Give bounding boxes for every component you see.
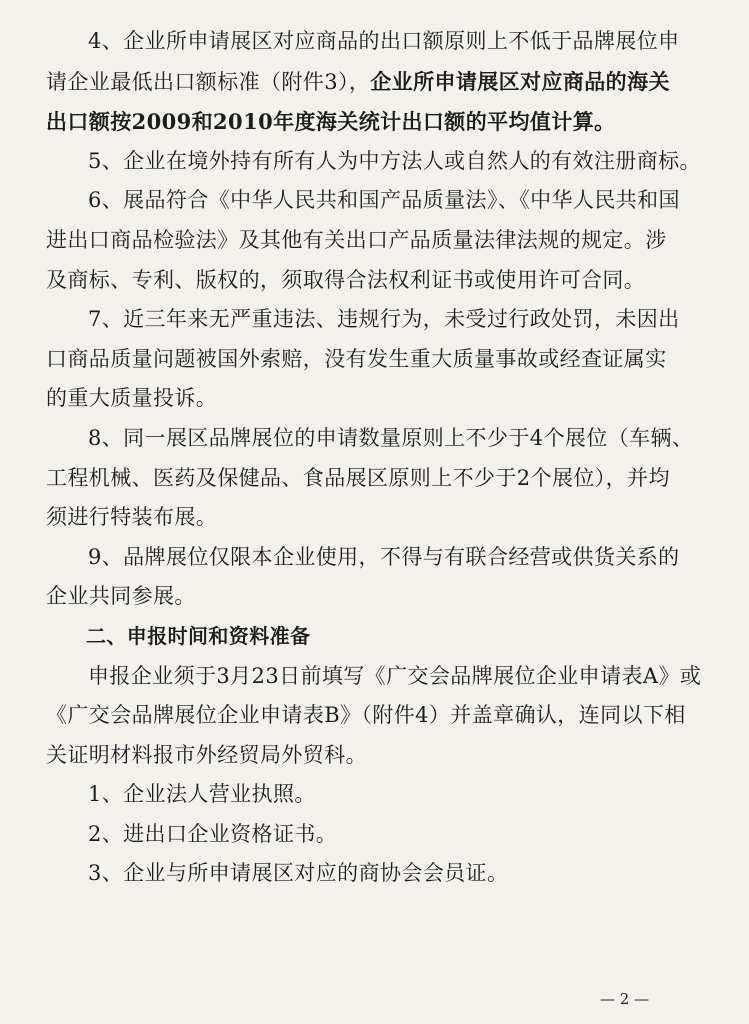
item-7-line-3: 的重大质量投诉。 xyxy=(46,386,218,411)
section-2-list xyxy=(46,775,699,894)
section-2-intro-line-3: 关证明材料报市外经贸局外贸科。 xyxy=(46,742,367,767)
item-6-line-3: 及商标、专利、版权的，须取得合法权利证书或使用许可合同。 xyxy=(46,267,646,292)
item-9 xyxy=(46,538,699,617)
item-4-line-2 xyxy=(46,62,699,103)
item-4-line-2-plain: 请企业最低出口额标准（附件3）， xyxy=(46,69,371,94)
item-8-line-3: 须进行特装布展。 xyxy=(46,505,218,530)
item-8-line-2: 工程机械、医药及保健品、食品展区原则上不少于2个展位），并均 xyxy=(46,465,670,490)
item-7-line-2: 口商品质量问题被国外索赔，没有发生重大质量事故或经查证属实 xyxy=(46,346,667,371)
item-9-line-1: 9、品牌展位仅限本企业使用，不得与有联合经营或供货关系的 xyxy=(88,544,680,569)
item-6-line-1: 6、展品符合《中华人民共和国产品质量法》、《中华人民共和国 xyxy=(88,188,680,213)
item-4-line-1: 4、企业所申请展区对应商品的出口额原则上不低于品牌展位申 xyxy=(88,29,680,53)
section-2-intro-line-1: 申报企业须于3月23日前填写《广交会品牌展位企业申请表A》或 xyxy=(88,663,702,688)
section-2-intro-line-2: 《广交会品牌展位企业申请表B》（附件4）并盖章确认，连同以下相 xyxy=(46,703,686,728)
item-6 xyxy=(46,181,699,300)
item-5-line-1: 5、企业在境外持有所有人为中方法人或自然人的有效注册商标。 xyxy=(88,148,701,173)
page-number: — 2 — xyxy=(600,990,650,1008)
list-item: 2、进出口企业资格证书。 xyxy=(88,821,338,846)
item-7-line-1: 7、近三年来无严重违法、违规行为，未受过行政处罚，未因出 xyxy=(88,307,680,332)
item-5 xyxy=(46,142,699,182)
item-4-line-2-bold: 企业所申请展区对应商品的海关 xyxy=(370,68,670,94)
item-8 xyxy=(46,419,699,538)
item-4 xyxy=(46,22,699,142)
section-2-heading: 二、申报时间和资料准备 xyxy=(86,623,311,648)
item-8-line-1: 8、同一展区品牌展位的申请数量原则上不少于4个展位（车辆、 xyxy=(88,425,694,450)
item-7 xyxy=(46,300,699,419)
item-9-line-2: 企业共同参展。 xyxy=(46,584,196,609)
item-4-line-3: 出口额按2009和2010年度海关统计出口额的平均值计算。 xyxy=(46,109,616,135)
list-item: 1、企业法人营业执照。 xyxy=(88,782,316,807)
section-2-intro xyxy=(46,657,702,776)
list-item: 3、企业与所申请展区对应的商协会会员证。 xyxy=(88,861,509,886)
item-6-line-2: 进出口商品检验法》及其他有关出口产品质量法律法规的规定。涉 xyxy=(46,227,667,252)
